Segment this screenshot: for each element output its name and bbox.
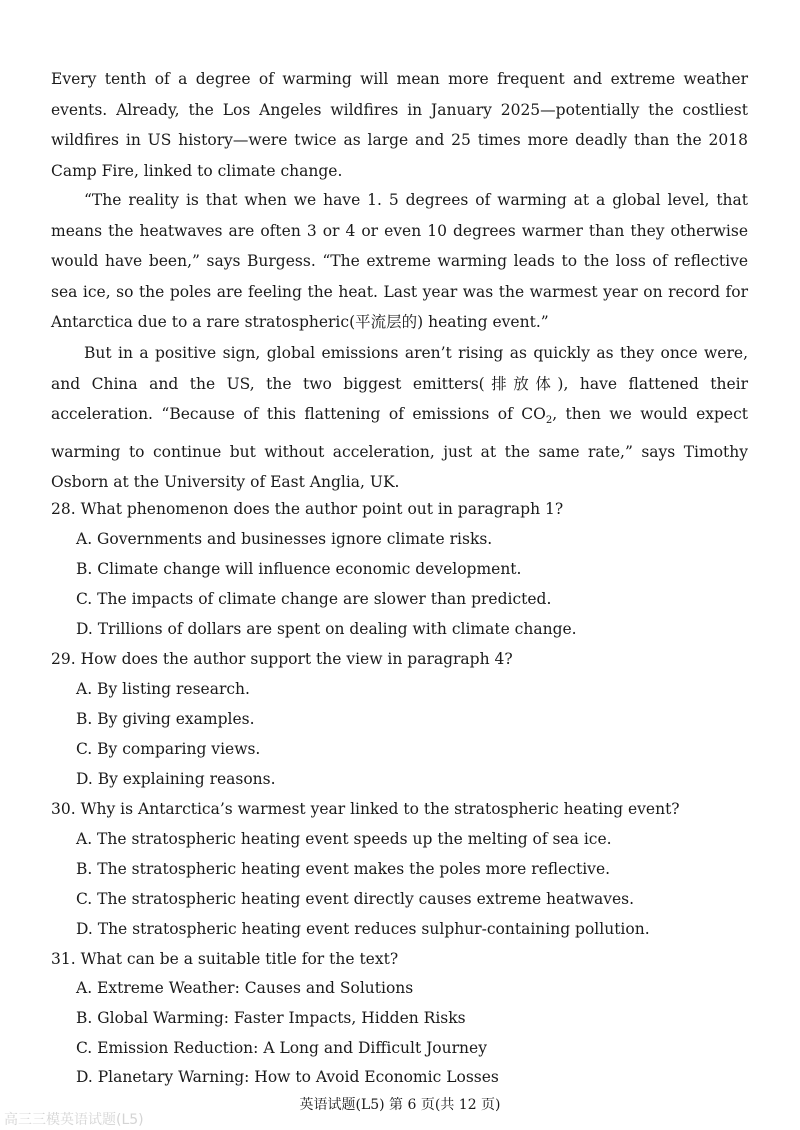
watermark: 高三三模英语试题(L5) (4, 1112, 144, 1128)
question-stem: 31. What can be a suitable title for the text? (51, 950, 399, 968)
question-option: D. The stratospheric heating event reduces sulphur-containing pollution. (76, 920, 650, 938)
question-option: C. The stratospheric heating event directly causes extreme heatwaves. (76, 890, 635, 908)
question-stem: 30. Why is Antarctica’s warmest year linked to the stratospheric heating event? (51, 800, 680, 818)
question-option: B. The stratospheric heating event makes the poles more reflective. (76, 860, 611, 878)
question-option: B. Climate change will influence economic development. (76, 560, 522, 578)
passage-paragraph (51, 338, 748, 498)
question-stem: 28. What phenomenon does the author point out in paragraph 1? (51, 500, 564, 518)
question-option: A. Governments and businesses ignore climate risks. (76, 530, 493, 548)
question-option: B. Global Warming: Faster Impacts, Hidden Risks (76, 1009, 466, 1027)
question-option: D. Planetary Warning: How to Avoid Economic Losses (76, 1068, 499, 1086)
question-option: A. By listing research. (76, 680, 250, 698)
paragraph-text: , then we would expect warming to continue but without acceleration, just at the same rate,” says Timothy Osborn at the University of East Anglia, UK. (51, 405, 748, 492)
co2-subscript: 2 (545, 415, 553, 427)
question-stem: 29. How does the author support the view in paragraph 4? (51, 650, 513, 668)
question-option: C. The impacts of climate change are slower than predicted. (76, 590, 552, 608)
passage-paragraph: Every tenth of a degree of warming will mean more frequent and extreme weather events. Already, the Los Angeles wildfires in January 2025—potentially the costliest wildfires in US history—were twice as large and 25 times more deadly than the 2018 Camp Fire, linked to climate change. (51, 70, 748, 180)
paragraph-text: But in a positive sign, global emissions aren’t rising as quickly as they once were, and China and the US, the two biggest emitters(排放体), have flattened their acceleration. “Because of this flattening of emissions of CO (51, 344, 748, 423)
page-footer: 英语试题(L5) 第 6 页(共 12 页) (299, 1097, 501, 1113)
passage-paragraph: “The reality is that when we have 1. 5 degrees of warming at a global level, that means the heatwaves are often 3 or 4 or even 10 degrees warmer than they otherwise would have been,” says Burgess. “The extreme warming leads to the loss of reflective sea ice, so the poles are feeling the heat. Last year was the warmest year on record for Antarctica due to a rare stratospheric(平流层的) heating event.” (51, 191, 748, 331)
question-option: A. Extreme Weather: Causes and Solutions (76, 979, 414, 997)
question-option: C. By comparing views. (76, 740, 261, 758)
question-option: D. Trillions of dollars are spent on dealing with climate change. (76, 620, 577, 638)
question-option: C. Emission Reduction: A Long and Difficult Journey (76, 1039, 487, 1057)
question-option: D. By explaining reasons. (76, 770, 276, 788)
question-option: B. By giving examples. (76, 710, 255, 728)
question-option: A. The stratospheric heating event speeds up the melting of sea ice. (76, 830, 612, 848)
